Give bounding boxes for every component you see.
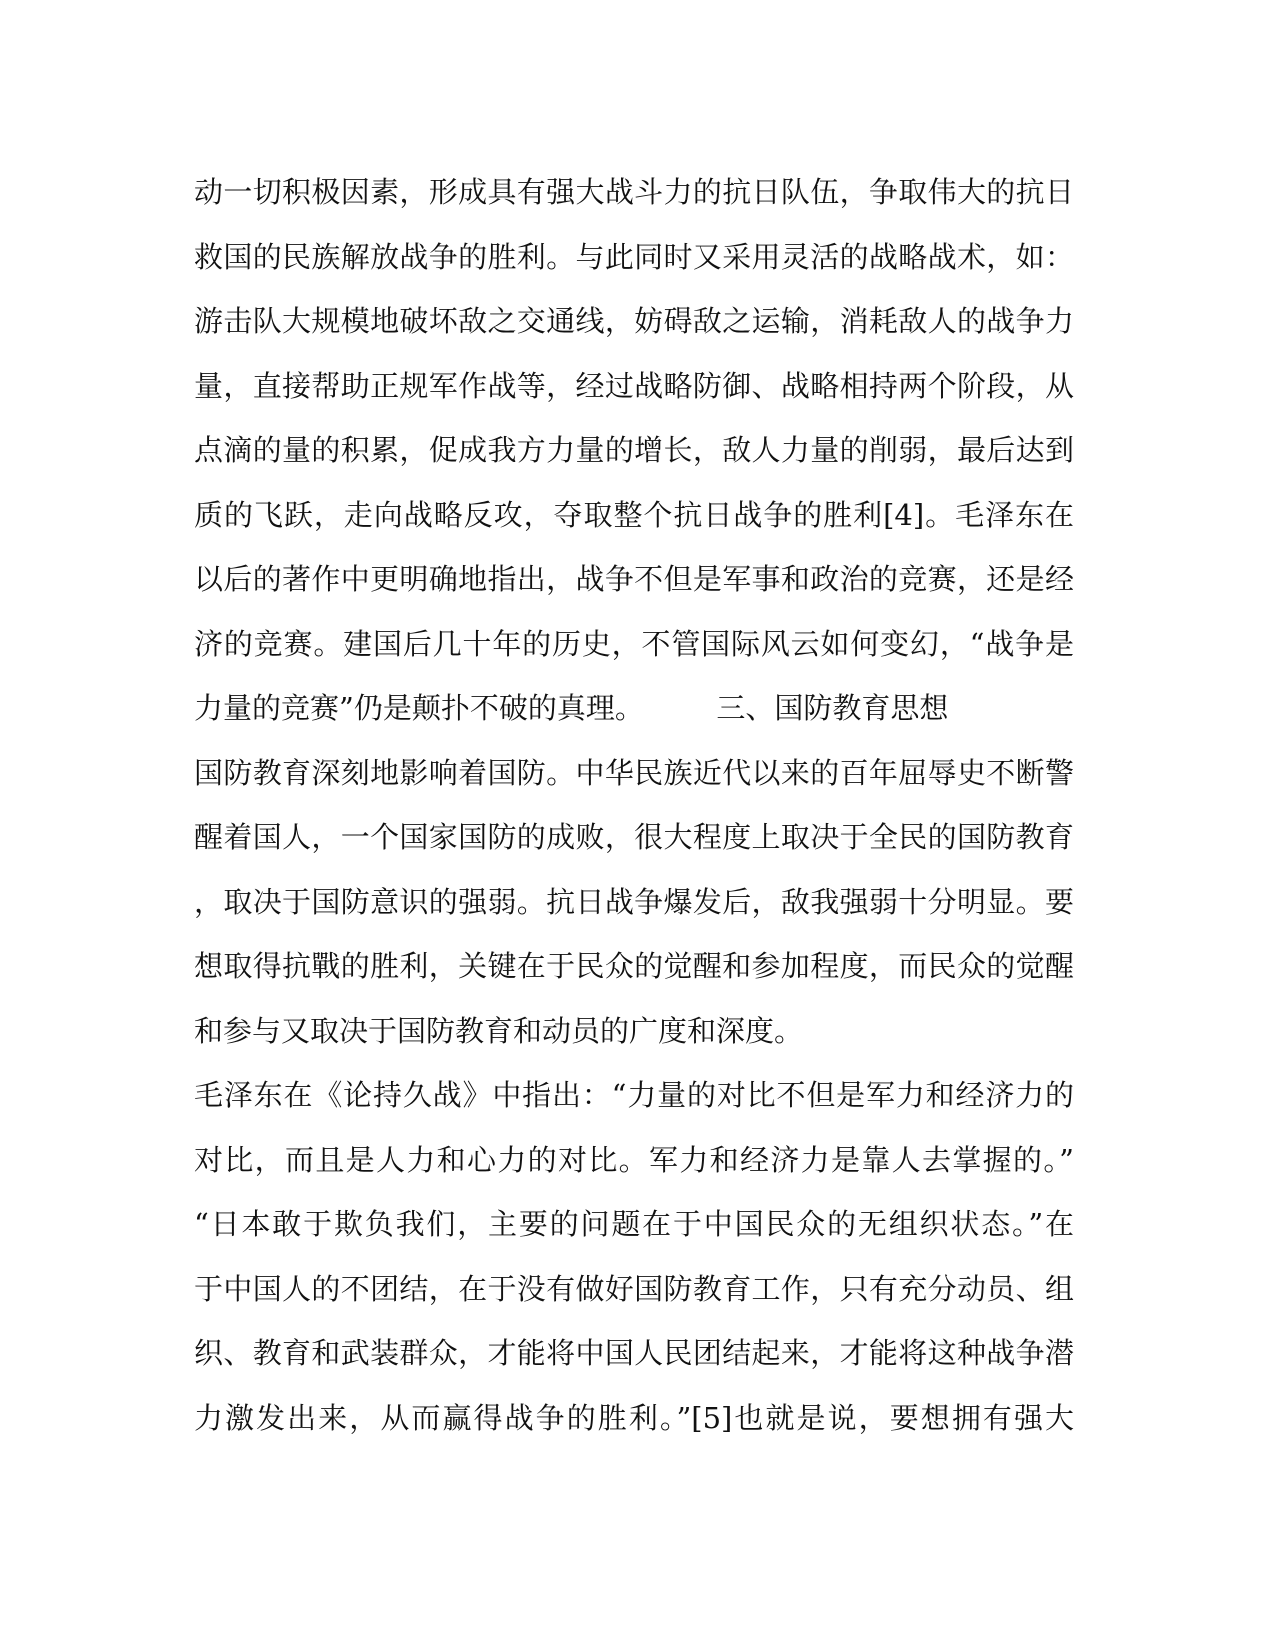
text-line: 以后的著作中更明确地指出，战争不但是军事和政治的竞赛，还是经 [194, 562, 1074, 596]
text-line: 游击队大规模地破坏敌之交通线，妨碍敌之运输，消耗敌人的战争力 [194, 304, 1074, 338]
text-line: 国防教育深刻地影响着国防。中华民族近代以来的百年屈辱史不断警 [194, 755, 1074, 790]
text-line: 量，直接帮助正规军作战等，经过战略防御、战略相持两个阶段，从 [194, 368, 1074, 403]
text-line: 想取得抗戰的胜利，关键在于民众的觉醒和参加程度，而民众的觉醒 [194, 949, 1074, 983]
text-line: 点滴的量的积累，促成我方力量的增长，敌人力量的削弱，最后达到 [194, 433, 1074, 467]
text-line: 力量的竞赛”仍是颠扑不破的真理。 三、国防教育思想 [194, 691, 949, 725]
text-line: 济的竞赛。建国后几十年的历史，不管国际风云如何变幻，“战争是 [194, 626, 1074, 661]
text-line: 于中国人的不团结，在于没有做好国防教育工作，只有充分动员、组 [194, 1271, 1074, 1306]
text-line: 动一切积极因素，形成具有强大战斗力的抗日队伍，争取伟大的抗日 [194, 175, 1074, 209]
text-line: ，取决于国防意识的强弱。抗日战争爆发后，敌我强弱十分明显。要 [194, 884, 1074, 919]
text-line: 织、教育和武装群众，才能将中国人民团结起来，才能将这种战争潜 [194, 1336, 1074, 1370]
text-line: 质的飞跃，走向战略反攻，夺取整个抗日战争的胜利[4]。毛泽东在 [194, 497, 1074, 532]
text-line: “日本敢于欺负我们，主要的问题在于中国民众的无组织状态。”在 [194, 1207, 1074, 1241]
text-line: 救国的民族解放战争的胜利。与此同时又采用灵活的战略战术，如： [194, 239, 1074, 274]
body-text [194, 160, 1074, 1450]
text-line: 对比，而且是人力和心力的对比。军力和经济力是靠人去掌握的。” [194, 1142, 1074, 1177]
text-line: 醒着国人，一个国家国防的成败，很大程度上取决于全民的国防教育 [194, 820, 1074, 854]
text-line: 和参与又取决于国防教育和动员的广度和深度。 [194, 1013, 804, 1048]
text-line: 力激发出来，从而赢得战争的胜利。”[5]也就是说，要想拥有强大 [194, 1400, 1074, 1435]
text-line: 毛泽东在《论持久战》中指出：“力量的对比不但是军力和经济力的 [194, 1078, 1074, 1112]
